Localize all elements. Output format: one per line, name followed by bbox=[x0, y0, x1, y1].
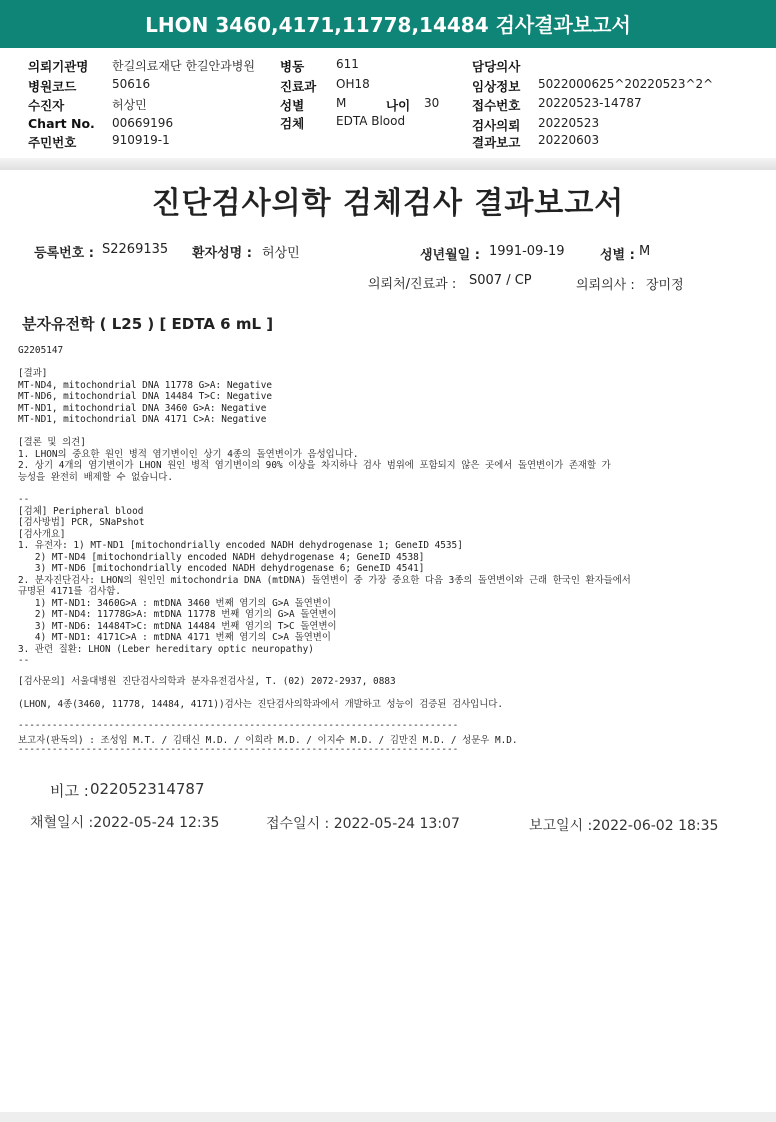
hospital-value: 한길의료재단 한길안과병원 bbox=[112, 59, 255, 73]
dob-label: 생년월일 : bbox=[420, 248, 480, 263]
chart-no-label: Chart No. bbox=[28, 116, 95, 131]
report-date-value: 20220603 bbox=[538, 133, 600, 147]
sex-label: 성별 bbox=[280, 98, 305, 113]
meta-sex-value: M bbox=[639, 244, 651, 259]
page-footer-bar bbox=[0, 1112, 776, 1122]
receipt-datetime: 접수일시 : 2022-05-24 13:07 bbox=[266, 816, 460, 832]
rrn-value: 910919-1 bbox=[112, 133, 170, 147]
results-block: [결과] MT-ND4, mitochondrial DNA 11778 G>A: Negative MT-ND6, mitochondrial DNA 14484 T>C: Negative MT-ND1, mitochondrial DNA 3460 G>A: Negative MT-ND1, mitochondrial DNA 4171 C>A: Negative bbox=[18, 368, 272, 425]
dob-value: 1991-09-19 bbox=[489, 244, 565, 259]
hospital-code-label: 병원코드 bbox=[28, 79, 77, 94]
accession-label: 접수번호 bbox=[472, 98, 521, 113]
separator-bottom: ------------------------------------------------------------------------------ bbox=[18, 744, 459, 755]
section-title: 분자유전학 ( L25 ) [ EDTA 6 mL ] bbox=[22, 315, 274, 333]
dept-label: 진료과 bbox=[280, 79, 317, 94]
request-date-label: 검사의뢰 bbox=[472, 118, 521, 133]
reporters-line: 보고자(판독의) : 조성임 M.T. / 김태신 M.D. / 이희라 M.D. / 이지수 M.D. / 김만진 M.D. / 성문우 M.D. bbox=[18, 735, 518, 746]
age-value: 30 bbox=[424, 96, 440, 110]
validation-note: (LHON, 4종(3460, 11778, 14484, 4171))검사는 진단검사의학과에서 개발하고 성능이 검증된 검사입니다. bbox=[18, 699, 503, 710]
patient-name-value: 허상민 bbox=[262, 246, 300, 261]
patient-name-label: 환자성명 : bbox=[192, 246, 252, 261]
sex-value: M bbox=[336, 96, 347, 110]
clinical-info-value: 5022000625^20220523^2^ bbox=[538, 77, 714, 91]
conclusion-block: [결론 및 의견] 1. LHON의 중요한 원인 병적 염기변이인 상기 4종의 돌연변이가 음성입니다. 2. 상기 4개의 염기변이가 LHON 원인 병적 염기변이의 90% 이상을 차지하나 검사 범위에 포함되지 않은 곳에서 돌연변이가 존재할 가 능성을 완전히 배제할 수 없습니다. bbox=[18, 437, 611, 483]
remark-label: 비고 : bbox=[50, 782, 89, 800]
report-datetime: 보고일시 :2022-06-02 18:35 bbox=[529, 818, 719, 834]
hospital-code-value: 50616 bbox=[112, 77, 151, 91]
report-banner-title: LHON 3460,4171,11778,14484 검사결과보고서 bbox=[0, 0, 776, 48]
ward-value: 611 bbox=[336, 57, 359, 71]
rrn-label: 주민번호 bbox=[28, 135, 77, 150]
inquiry-line: [검사문의] 서울대병원 진단검사의학과 분자유전검사실, T. (02) 2072-2937, 0883 bbox=[18, 676, 396, 687]
separator-top: ------------------------------------------------------------------------------ bbox=[18, 720, 459, 731]
dept-value: OH18 bbox=[336, 77, 370, 91]
patient-info-panel bbox=[0, 48, 776, 168]
accession-value: 20220523-14787 bbox=[538, 96, 642, 110]
referral-dept-label: 의뢰처/진료과 : bbox=[368, 277, 457, 292]
clinical-info-label: 임상정보 bbox=[472, 79, 521, 94]
report-date-label: 결과보고 bbox=[472, 135, 521, 150]
request-date-value: 20220523 bbox=[538, 116, 600, 130]
referral-doctor-label: 의뢰의사 : bbox=[576, 278, 635, 293]
document-title: 진단검사의학 검체검사 결과보고서 bbox=[151, 186, 625, 221]
doctor-label: 담당의사 bbox=[472, 59, 521, 74]
referral-dept-value: S007 / CP bbox=[469, 273, 532, 288]
hospital-label: 의뢰기관명 bbox=[28, 59, 89, 74]
ward-label: 병동 bbox=[280, 59, 305, 74]
reg-no-label: 등록번호 : bbox=[34, 246, 94, 261]
receiver-value: 허상민 bbox=[112, 98, 147, 112]
specimen-label: 검체 bbox=[280, 116, 305, 131]
age-label: 나이 bbox=[386, 98, 411, 113]
collection-datetime: 채혈일시 :2022-05-24 12:35 bbox=[30, 815, 220, 831]
section-divider bbox=[0, 158, 776, 170]
referral-doctor-value: 장미정 bbox=[646, 278, 684, 293]
reg-no-value: S2269135 bbox=[102, 242, 169, 257]
chart-no-value: 00669196 bbox=[112, 116, 174, 130]
meta-sex-label: 성별 : bbox=[600, 248, 635, 263]
specimen-value: EDTA Blood bbox=[336, 114, 406, 128]
details-block: -- [검체] Peripheral blood [검사방법] PCR, SNaPshot [검사개요] 1. 유전자: 1) MT-ND1 [mitochondrially encoded NADH dehydrogenase 1; GeneID 4535] 2) MT-ND4 [mitochondrially encoded NADH dehydrogenase 4; GeneID 4538] 3) MT-ND6 [mitochondrially encoded NADH dehydrogenase 6; GeneID 4541] 2. 분자진단검사: LHON의 원인인 mitochondria DNA (mtDNA) 돌연변이 중 가장 중요한 다음 3종의 돌연변이와 근래 한국인 환자들에서 규명된 4171를 검사함. 1) MT-ND1: 3460G>A : mtDNA 3460 번째 염기의 G>A 돌연변이 2) MT-ND4: 11778G>A: mtDNA 11778 번째 염기의 G>A 돌연변이 3) MT-ND6: 14484T>C: mtDNA 14484 번째 염기의 T>C 돌연변이 4) MT-ND1: 4171C>A : mtDNA 4171 번째 염기의 C>A 돌연변이 3. 관련 질환: LHON (Leber hereditary optic neuropathy) -- bbox=[18, 494, 631, 666]
receiver-label: 수진자 bbox=[28, 98, 65, 113]
report-id: G2205147 bbox=[18, 345, 64, 356]
remark-value: 022052314787 bbox=[90, 780, 205, 798]
